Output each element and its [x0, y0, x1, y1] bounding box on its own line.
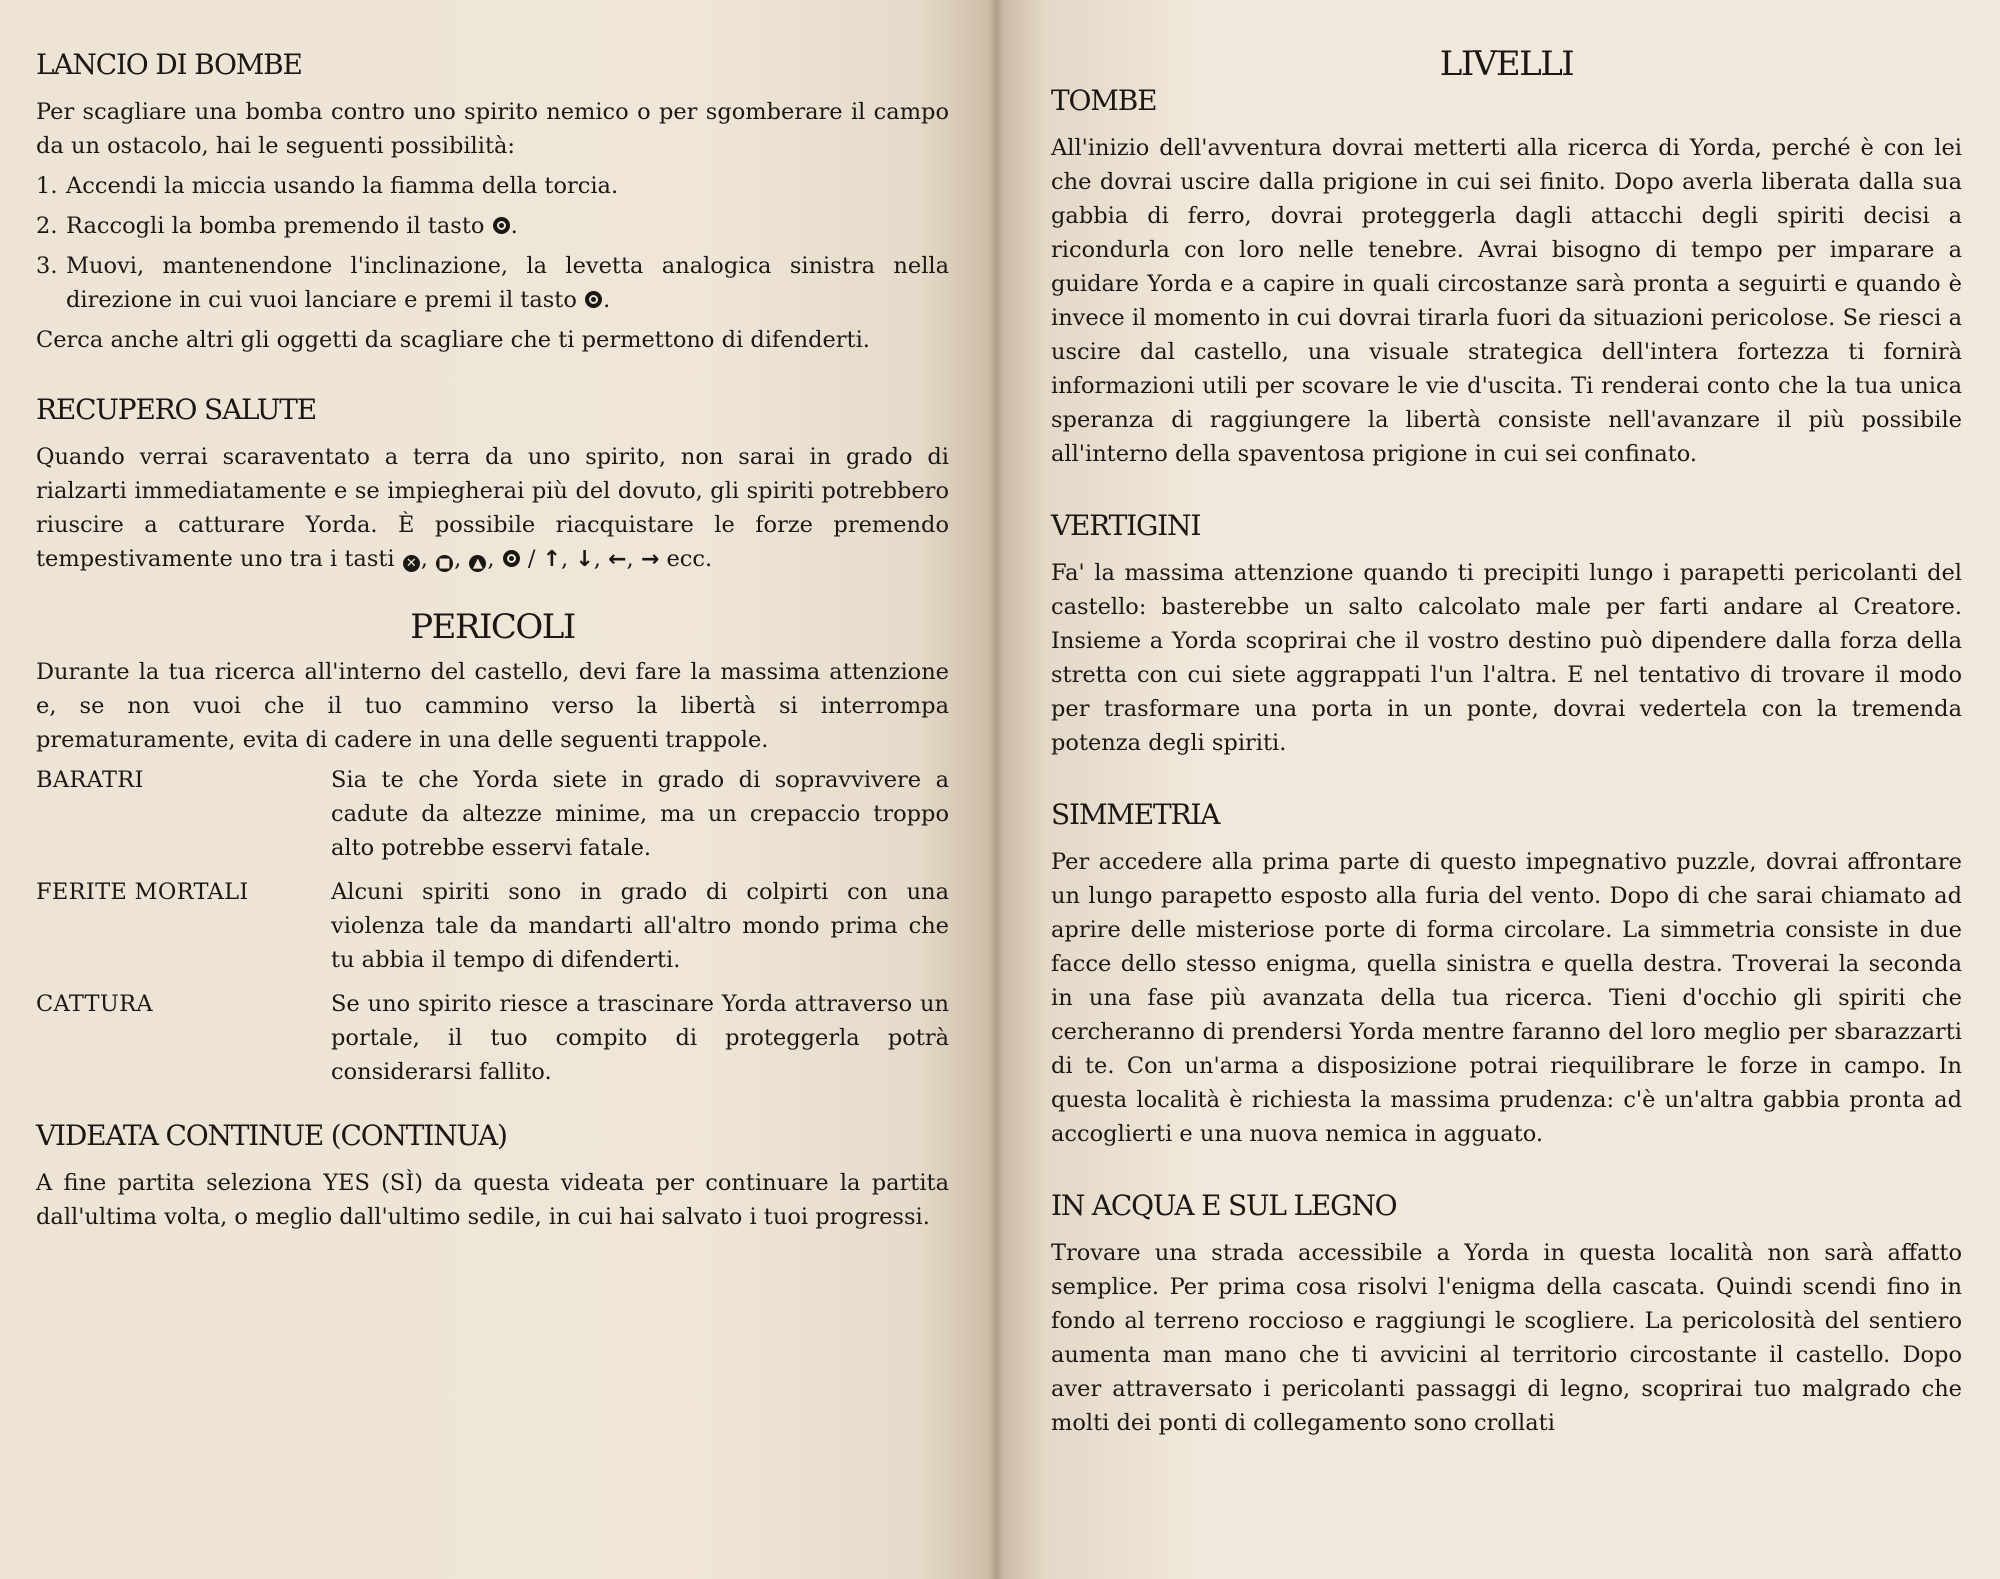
section-title-livelli: LIVELLI — [1439, 44, 1574, 84]
section-title-continue: VIDEATA CONTINUE (CONTINUA) — [36, 1119, 507, 1152]
triangle-button-icon: ▲ — [469, 555, 486, 572]
circle-button-icon — [585, 291, 602, 308]
trap-row: FERITE MORTALI Alcuni spiriti sono in grado di colpirti con una violenza tale da mandarti all'altro mondo prima che tu abbia il tempo di difenderti. — [36, 879, 949, 973]
circle-button-icon — [503, 550, 520, 567]
section-title-lancio: LANCIO DI BOMBE — [36, 48, 302, 81]
traps-table — [36, 763, 949, 1099]
section-title-recupero: RECUPERO SALUTE — [36, 393, 316, 426]
section-title-simmetria: SIMMETRIA — [1051, 798, 1220, 831]
section-title-tombe: TOMBE — [1051, 84, 1157, 117]
section-title-vertigini: VERTIGINI — [1051, 509, 1201, 542]
right-page — [995, 0, 2000, 1579]
cross-button-icon: ✕ — [403, 555, 420, 572]
trap-row: CATTURA Se uno spirito riesce a trascinare Yorda attraverso un portale, il tuo compito di proteggerla potrà considerarsi fallito. — [36, 991, 949, 1085]
pericoli-intro: Durante la tua ricerca all'interno del castello, devi fare la massima attenzione e, se non vuoi che il tuo cammino verso la libertà si interrompa prematuramente, evita di cadere in una delle seguenti trappole. — [36, 659, 949, 753]
section-title-pericoli: PERICOLI — [410, 607, 575, 647]
book-gutter — [988, 0, 1004, 1579]
lancio-intro: Per scagliare una bomba contro uno spirito nemico o per sgomberare il campo da un ostacolo, hai le seguenti possibilità: — [36, 99, 949, 159]
left-page — [0, 0, 995, 1579]
section-title-acqua: IN ACQUA E SUL LEGNO — [1051, 1189, 1397, 1222]
vertigini-text: Fa' la massima attenzione quando ti precipiti lungo i parapetti pericolanti del castello: basterebbe un salto calcolato male per farti andare al Creatore. Insieme a Yorda scoprirai che il vostro destino può dipendere dalla forza della stretta con cui siete aggrappati l'un l'altra. E nel tentativo di trovare il modo per trasformare una porta in un ponte, dovrai vedertela con la tremenda potenza degli spiriti. — [1051, 560, 1962, 756]
lancio-outro: Cerca anche altri gli oggetti da scagliare che ti permettono di difenderti. — [36, 327, 870, 353]
step-2: 2. Raccogli la bomba premendo il tasto . — [36, 213, 518, 239]
acqua-text: Trovare una strada accessibile a Yorda in questa località non sarà affatto semplice. Per prima cosa risolvi l'enigma della cascata. Quindi scendi fino in fondo al terreno roccioso e raggiungi le scogliere. La pericolosità del sentiero aumenta man mano che ti avvicini al territorio circostante il castello. Dopo aver attraversato i pericolanti passaggi di legno, scoprirai tuo malgrado che molti dei ponti di collegamento sono crollati — [1051, 1240, 1962, 1436]
step-3: 3. Muovi, mantenendone l'inclinazione, la levetta analogica sinistra nella direzione in cui vuoi lanciare e premi il tasto . — [36, 253, 949, 313]
arrow-left-icon: ← — [608, 547, 627, 572]
recupero-text: Quando verrai scaraventato a terra da uno spirito, non sarai in grado di rialzarti immediatamente e se impiegherai più del dovuto, gli spiriti potrebbero riuscire a catturare Yorda. È possibile riacquistare le forze premendo tempestivamente uno tra i tasti ✕ , ■ , ▲ , / ↑, ↓, ←, → ecc. — [36, 444, 949, 572]
arrow-down-icon: ↓ — [575, 547, 594, 572]
simmetria-text: Per accedere alla prima parte di questo impegnativo puzzle, dovrai affrontare un lungo parapetto esposto alla furia del vento. Dopo di che sarai chiamato ad aprire delle misteriose porte di forma circolare. La simmetria consiste in due facce dello stesso enigma, quella sinistra e quella destra. Troverai la seconda in una fase più avanzata della tua ricerca. Tieni d'occhio gli spiriti che cercheranno di prendersi Yorda mentre faranno del loro meglio per sbarazzarti di te. Con un'arma a disposizione potrai riequilibrare le forze in campo. In questa località è richiesta la massima prudenza: c'è un'altra gabbia pronta ad accoglierti e una nuova nemica in agguato. — [1051, 849, 1962, 1147]
lancio-steps — [36, 169, 949, 317]
tombe-text: All'inizio dell'avventura dovrai metterti alla ricerca di Yorda, perché è con lei che dovrai uscire dalla prigione in cui sei finito. Dopo averla liberata dalla sua gabbia di ferro, dovrai proteggerla dagli attacchi degli spiriti decisi a ricondurla con loro nelle tenebre. Avrai bisogno di tempo per imparare a guidare Yorda e a capire in quali circostanze sarà pronta a seguirti e quando è invece il momento in cui dovrai tirarla fuori da situazioni pericolose. Se riesci a uscire dal castello, una visuale strategica dell'intera fortezza ti fornirà informazioni utili per scovare le vie d'uscita. Ti renderai conto che la tua unica speranza di raggiungere la libertà consiste nell'avanzare il più possibile all'interno della spaventosa prigione in cui sei confinato. — [1051, 135, 1962, 467]
square-button-icon: ■ — [436, 555, 453, 572]
circle-button-icon — [493, 217, 510, 234]
trap-row: BARATRI Sia te che Yorda siete in grado di sopravvivere a cadute da altezze minime, ma un crepaccio troppo alto potrebbe esservi fatale. — [36, 767, 949, 861]
step-1: 1. Accendi la miccia usando la fiamma della torcia. — [36, 173, 619, 199]
arrow-up-icon: ↑ — [542, 547, 562, 572]
arrow-right-icon: → — [640, 547, 660, 572]
continue-text: A fine partita seleziona YES (SÌ) da questa videata per continuare la partita dall'ultima volta, o meglio dall'ultimo sedile, in cui hai salvato i tuoi progressi. — [36, 1170, 949, 1230]
